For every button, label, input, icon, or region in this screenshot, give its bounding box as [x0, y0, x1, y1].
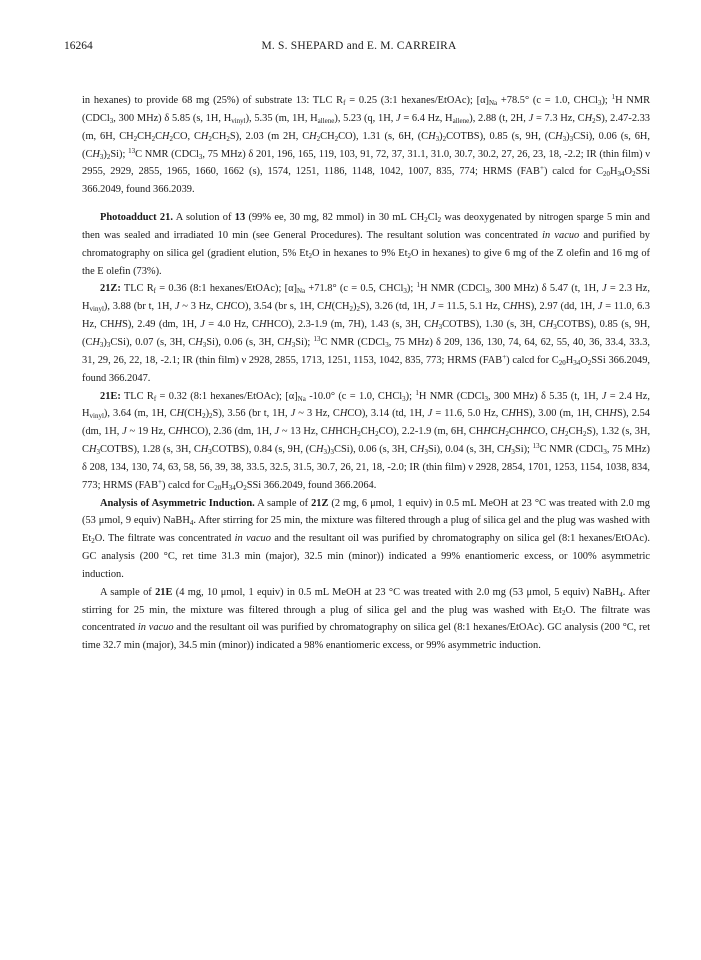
paragraph-asymmetric-induction: Analysis of Asymmetric Induction. A sample of 21Z (2 mg, 6 μmol, 1 equiv) in 0.5 mL MeOH at 23 °C was treated with 2.0 mg (53 μmol, 9 equiv) NaBH$_4$. After stirring for 25 min, the mixture was filtered through a plug of silica gel and the plug was washed with $Et_2O$. The filtrate was concentrated in vacuo and the resultant oil was purified by chromatography on silica gel (8:1 hexanes/EtOAc). GC analysis (200 °C, ret time 31.3 min (major), 32.5 min (minor)) indicated a 99% enantiomeric excess, or 100% asymmetric induction. [82, 497, 650, 580]
paragraph-21z-data: 21Z: TLC $R_f = 0.36$ (8:1 hexanes/EtOAc); $[\alpha]_{Na} +71.8^\circ$ (c = 0.5, CHCl$_3$); $^1$H NMR (CDCl$_3$, 300 MHz) δ 5.47 (t, 1H, J = 2.3 Hz, $H_{vinyl}$), 3.88 (br t, 1H, J ~ 3 Hz, CHCO), 3.54 (br s, 1H, $CH(CH_2)_2S$), 3.26 (td, 1H, J = 11.5, 5.1 Hz, CHHS), 2.97 (dd, 1H, J = 11.0, 6.3 Hz, CHHS), 2.49 (dm, 1H, J = 4.0 Hz, CHHCO), 2.3-1.9 (m, 7H), 1.43 (s, 3H, $CH_3COTBS$), 1.30 (s, 3H, $CH_3COTBS$), 0.85 (s, 9H, $(CH_3)_3CSi$), 0.07 (s, 3H, $CH_3Si$), 0.06 (s, 3H, $CH_3Si$); $^{13}$C NMR (CDCl$_3$, 75 MHz) δ 209, 136, 130, 74, 64, 62, 55, 40, 36, 33.4, 33.3, 31, 29, 26, 22, 18, -2.1; IR (thin film) ν 2928, 2855, 1713, 1251, 1153, 1042, 835, 773; HRMS (FAB+) calcd for $C_{20}H_{34}O_2SSi$ 366.2049, found 366.2047. [82, 281, 651, 384]
paragraph-21e-data: 21E: TLC $R_f = 0.32$ (8:1 hexanes/EtOAc); $[\alpha]_{Na}$ -10.0° (c = 1.0, CHCl$_3$); $^1$H NMR (CDCl$_3$, 300 MHz) δ 5.35 (t, 1H, J = 2.4 Hz, $H_{vinyl}$), 3.64 (m, 1H, $CH(CH_2)_2S$), 3.56 (br t, 1H, J ~ 3 Hz, CHCO), 3.14 (td, 1H, J = 11.6, 5.0 Hz, CHHS), 3.00 (m, 1H, CHHS), 2.54 (dm, 1H, J ~ 19 Hz, CHHCO), 2.36 (dm, 1H, J ~ 13 Hz, $CHHCH_2CH_2CO$), 2.2-1.9 (m, 6H, $CHHCH_2CHHCO$, $CH_2CH_2S$), 1.32 (s, 3H, $CH_3COTBS$), 1.28 (s, 3H, $CH_3COTBS$), 0.84 (s, 9H, $(CH_3)_3CSi$), 0.06 (s, 3H, $CH_3Si$), 0.04 (s, 3H, $CH_3Si$); $^{13}$C NMR (CDCl$_3$, 75 MHz) δ 208, 134, 130, 74, 63, 58, 56, 39, 38, 33.5, 32.5, 31.5, 30.7, 26, 21, 18, -2.0; IR (thin film) ν 2928, 2854, 1701, 1253, 1154, 1038, 834, 773; HRMS (FAB+) calcd for $C_{20}H_{34}O_2SSi$ 366.2049, found 366.2064. [82, 388, 651, 492]
paragraph-21e-reduction: A sample of 21E (4 mg, 10 μmol, 1 equiv) in 0.5 mL MeOH at 23 °C was treated with 2.0 mg (53 μmol, 5 equiv) NaBH$_4$. After stirring for 25 min, the mixture was filtered through a plug of silica gel and the plug was washed with $Et_2O$. The filtrate was concentrated in vacuo and the resultant oil was purified by chromatography on silica gel (8:1 hexanes/EtOAc). GC analysis (200 °C, ret time 32.7 min (major), 34.5 min (minor)) indicated a 98% enantiomeric excess, or 99% asymmetric induction. [82, 586, 651, 652]
paragraph-substrate-13-data: in hexanes) to provide 68 mg (25%) of substrate 13: TLC $R_f = 0.25$ (3:1 hexanes/EtOAc); $[\alpha]_{Na} +78.5^\circ$ (c = 1.0, CHCl$_3$); $^1$H NMR (CDCl$_3$, 300 MHz) δ 5.85 (s, 1H, $H_{vinyl}$), 5.35 (m, 1H, $H_{allene}$), 5.23 (q, 1H, J = 6.4 Hz, $H_{allene}$), 2.88 (t, 2H, J = 7.3 Hz, $CH_2S$), 2.47-2.33 (m, 6H, $CH_2CH_2CH_2CO$, $CH_2CH_2S$), 2.03 (m 2H, $CH_2CH_2CO$), 1.31 (s, 6H, $(CH_3)_2COTBS$), 0.85 (s, 9H, $(CH_3)_3CSi$), 0.06 (s, 6H, $(CH_3)_2Si$); $^{13}$C NMR (CDCl$_3$, 75 MHz) δ 201, 196, 165, 119, 103, 91, 72, 37, 31.1, 31.0, 30.7, 30.2, 27, 26, 23, 18, -2.2; IR (thin film) ν 2955, 2929, 2855, 1965, 1660, 1662 (s), 1574, 1251, 1186, 1148, 1042, 1007, 835, 774; HRMS (FAB+) calcd for $C_{20}H_{34}O_2SSi$ 366.2049, found 366.2039. [82, 93, 651, 196]
page-number: 16264 [64, 40, 93, 52]
article-body [82, 92, 650, 655]
running-title: M. S. SHEPARD and E. M. CARREIRA [261, 40, 457, 52]
running-header [64, 40, 654, 56]
paragraph-photoadduct-21: Photoadduct 21. A solution of 13 (99% ee, 30 mg, 82 mmol) in 30 mL $CH_2Cl_2$ was deoxygenated by nitrogen sparge 5 min and then was sealed and irradiated 10 min (see General Procedures). The resultant solution was concentrated in vacuo and purified by chromatography on silica gel (gradient elution, 5% $Et_2O$ in hexanes to 9% $Et_2O$ in hexanes) to give 6 mg of the Z olefin and 16 mg of the E olefin (73%). [82, 212, 651, 277]
